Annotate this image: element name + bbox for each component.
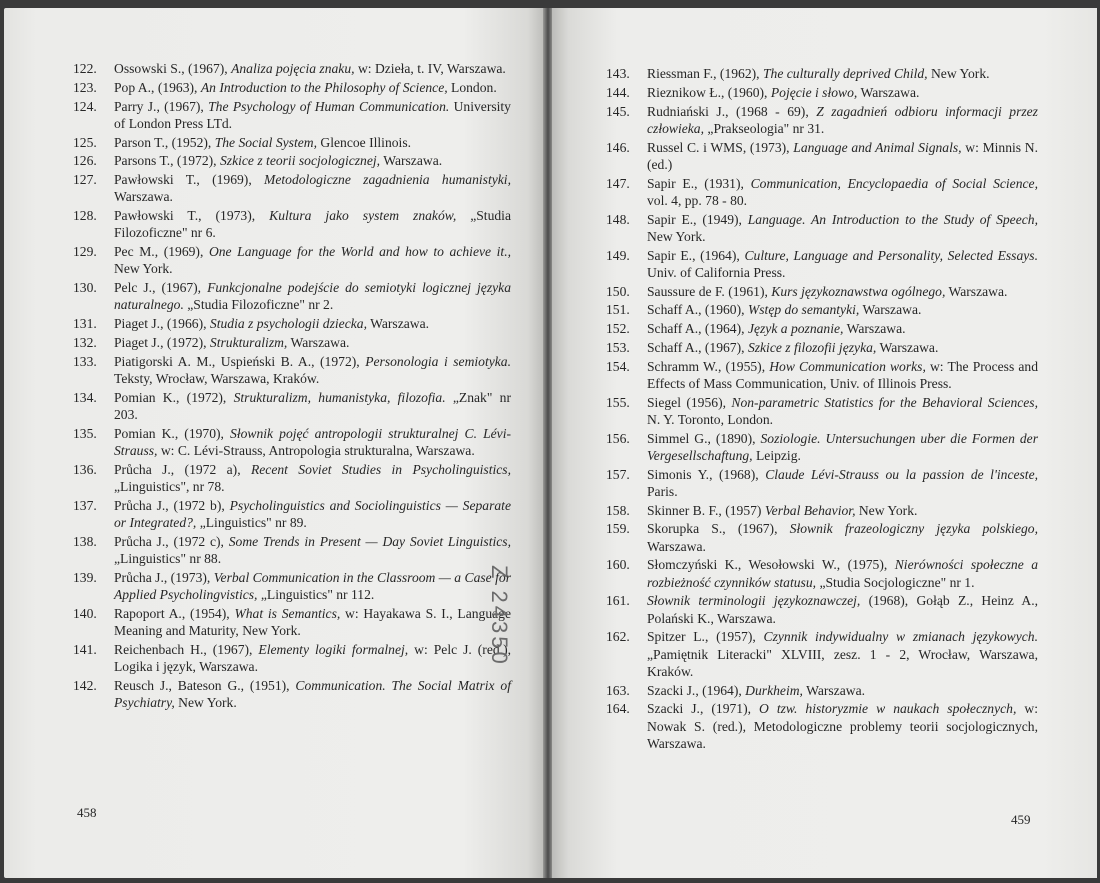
entry-title: Communication, Encyclopaedia of Social Science,	[750, 175, 1038, 191]
bibliography-entry	[73, 98, 511, 133]
entry-number: 125.	[73, 134, 97, 150]
bibliography-entry	[73, 605, 511, 640]
entry-author: Průcha J., (1972 c),	[114, 533, 229, 549]
bibliography-entry	[73, 171, 511, 206]
entry-number: 140.	[73, 605, 97, 621]
bibliography-entry	[606, 320, 1038, 337]
entry-title: Studia z psychologii dziecka,	[209, 316, 367, 331]
entry-details: „Linguistics" nr 88.	[114, 550, 222, 566]
entry-number: 158.	[606, 502, 630, 518]
entry-author: Pawłowski T., (1973),	[114, 208, 270, 223]
entry-author: Szacki J., (1971),	[647, 701, 760, 717]
entry-details: New York.	[174, 694, 237, 710]
entry-author: Sapir E., (1964),	[647, 247, 745, 263]
bibliography-entry	[73, 334, 511, 351]
entry-author: Skorupka S., (1967),	[647, 521, 790, 537]
bibliography-entry	[73, 497, 511, 532]
entry-title: Some Trends in Present — Day Soviet Linguistics,	[228, 533, 511, 549]
entry-title: Strukturalizm,	[209, 334, 288, 350]
entry-number: 122.	[73, 61, 97, 76]
library-stamp: Z 24350	[487, 565, 512, 667]
entry-details: New York.	[855, 502, 918, 518]
entry-title: Szkice z filozofii języka,	[747, 339, 877, 355]
entry-title: Claude Lévi-Strauss ou la passion de l'inceste,	[765, 466, 1039, 482]
bibliography-entry	[606, 502, 1038, 519]
entry-details: London.	[447, 79, 497, 95]
entry-number: 131.	[73, 316, 97, 331]
bibliography-entry	[73, 152, 511, 169]
entry-details: Warszawa.	[876, 339, 939, 355]
entry-author: Sapir E., (1931),	[647, 175, 751, 191]
bibliography-entry	[73, 461, 511, 496]
bibliography-entry	[606, 247, 1038, 282]
entry-title: Nierówności społeczne a rozbieżność czynników statusu,	[647, 557, 1039, 590]
bibliography-entry	[606, 430, 1038, 465]
bibliography-entry	[73, 533, 511, 568]
entry-details: w: Dzieła, t. IV, Warszawa.	[354, 61, 506, 76]
entry-number: 164.	[606, 701, 630, 717]
entry-number: 151.	[606, 302, 630, 318]
entry-number: 133.	[73, 353, 97, 369]
bibliography-list-left	[73, 60, 511, 713]
entry-title: Psycholinguistics and Sociolinguistics — Separate or Integrated?,	[114, 497, 511, 530]
entry-number: 139.	[73, 569, 97, 585]
entry-title: One Language for the World and how to achieve it.,	[208, 244, 511, 259]
entry-title: Kultura jako system znaków,	[269, 208, 457, 223]
entry-title: How Communication works,	[769, 358, 926, 374]
bibliography-entry	[73, 353, 511, 388]
entry-author: Schramm W., (1955),	[647, 358, 770, 374]
entry-author: Reusch J., Bateson G., (1951),	[114, 677, 296, 693]
entry-number: 154.	[606, 358, 630, 374]
entry-author: Parry J., (1967),	[114, 98, 209, 114]
entry-number: 153.	[606, 339, 630, 355]
entry-number: 124.	[73, 98, 97, 114]
entry-title: Pojęcie i słowo,	[770, 84, 858, 100]
entry-author: Szacki J., (1964),	[647, 682, 746, 698]
entry-title: Elementy logiki formalnej,	[258, 641, 409, 657]
entry-title: What is Semantics,	[234, 605, 341, 621]
bibliography-entry	[73, 677, 511, 712]
entry-author: Pop A., (1963),	[114, 79, 201, 95]
bibliography-entry	[606, 394, 1038, 429]
entry-number: 145.	[606, 103, 630, 119]
entry-title: Szkice z teorii socjologicznej,	[219, 153, 381, 169]
entry-title: Słownik frazeologiczny języka polskiego,	[789, 521, 1038, 537]
entry-title: Analiza pojęcia znaku,	[231, 61, 355, 76]
entry-author: Słomczyński K., Wesołowski W., (1975),	[647, 557, 895, 573]
entry-author: Průcha J., (1972 b),	[114, 497, 230, 513]
entry-author: Simonis Y., (1968),	[647, 466, 766, 482]
entry-title: Non-parametric Statistics for the Behavioral Sciences,	[731, 394, 1038, 410]
entry-title: Z zagadnień odbioru informacji przez człowieka,	[647, 103, 1038, 136]
entry-author: Pec M., (1969),	[114, 244, 209, 259]
entry-author: Průcha J., (1973),	[114, 569, 214, 585]
entry-title: Wstęp do semantyki,	[747, 302, 860, 318]
entry-author: Pawłowski T., (1969),	[114, 172, 265, 187]
entry-number: 162.	[606, 629, 630, 645]
entry-details: w: Hayakawa S. I., Language Meaning and Maturity, New York.	[114, 605, 512, 638]
bibliography-entry	[606, 65, 1038, 82]
entry-details: Warszawa.	[287, 334, 350, 350]
entry-number: 136.	[73, 461, 97, 477]
entry-details: Warszawa.	[114, 189, 173, 205]
entry-author: Pelc J., (1967),	[114, 280, 208, 295]
entry-details: Warszawa.	[843, 321, 906, 336]
entry-number: 147.	[606, 175, 630, 191]
entry-title: O tzw. historyzmie w naukach społecznych,	[759, 701, 1017, 717]
entry-details: „Znak" nr 203.	[114, 389, 511, 422]
entry-details: New York.	[927, 66, 990, 81]
entry-details: Glencoe Illinois.	[317, 134, 412, 150]
entry-number: 142.	[73, 677, 97, 693]
bibliography-list-right	[606, 65, 1038, 754]
entry-title: The Psychology of Human Communication.	[208, 98, 450, 114]
bibliography-entry	[606, 358, 1038, 393]
entry-number: 134.	[73, 389, 97, 405]
entry-author: Piatigorski A. M., Uspieński B. A., (1972),	[114, 353, 366, 369]
bibliography-entry	[606, 628, 1038, 680]
bibliography-entry	[73, 279, 511, 314]
entry-title: Verbal Communication in the Classroom — a Case for Applied Psycholingvistics,	[114, 569, 512, 602]
entry-author: Ossowski S., (1967),	[114, 61, 232, 76]
entry-details: w: C. Lévi-Strauss, Antropologia strukturalna, Warszawa.	[157, 442, 475, 458]
bibliography-entry	[606, 700, 1038, 752]
bibliography-entry	[606, 301, 1038, 318]
entry-author: Sapir E., (1949),	[647, 211, 748, 227]
entry-details: Warszawa.	[380, 153, 443, 169]
entry-details: w: Minnis N. (ed.)	[647, 139, 1039, 172]
entry-title: Recent Soviet Studies in Psycholinguistics,	[250, 461, 511, 477]
entry-title: An Introduction to the Philosophy of Science,	[200, 79, 448, 95]
entry-title: Język a poznanie,	[747, 321, 844, 336]
bibliography-entry	[606, 520, 1038, 555]
entry-details: w: Pelc J. (red.), Logika i język, Warszawa.	[114, 641, 511, 674]
entry-details: (1968), Gołąb Z., Heinz A., Polański K., Warszawa.	[647, 593, 1038, 626]
entry-title: Personologia i semiotyka.	[365, 353, 511, 369]
entry-details: „Linguistics" nr 112.	[257, 586, 375, 602]
bibliography-entry	[606, 84, 1038, 101]
entry-details: New York.	[114, 261, 173, 277]
entry-title: Czynnik indywidualny w zmianach językowych.	[763, 629, 1038, 645]
entry-author: Pomian K., (1972),	[114, 389, 234, 405]
bibliography-entry	[73, 243, 511, 278]
entry-title: Metodologiczne zagadnienia humanistyki,	[264, 172, 511, 187]
entry-title: Verbal Behavior,	[764, 502, 856, 518]
entry-title: Strukturalizm, humanistyka, filozofia.	[233, 389, 446, 405]
entry-details: Warszawa.	[366, 316, 430, 331]
entry-title: Culture, Language and Personality, Selected Essays.	[744, 247, 1038, 263]
entry-author: Rieznikow Ł., (1960),	[647, 84, 771, 100]
entry-author: Rapoport A., (1954),	[114, 605, 235, 621]
bibliography-entry	[73, 60, 511, 77]
bibliography-entry	[606, 682, 1038, 699]
entry-title: The culturally deprived Child,	[762, 66, 928, 81]
entry-title: Durkheim,	[745, 682, 803, 698]
entry-details: „Studia Filozoficzne" nr 6.	[114, 208, 511, 241]
entry-author: Saussure de F. (1961),	[647, 283, 772, 299]
entry-title: Soziologie. Untersuchungen uber die Formen der Vergesellschaftung,	[647, 430, 1038, 463]
bibliography-entry	[73, 207, 511, 242]
entry-number: 161.	[606, 593, 630, 609]
entry-number: 143.	[606, 66, 630, 81]
bibliography-entry	[73, 79, 511, 96]
entry-details: Univ. of California Press.	[647, 264, 786, 280]
entry-author: Rudniański J., (1968 - 69),	[647, 103, 817, 119]
entry-details: Warszawa.	[857, 84, 920, 100]
entry-details: Leipzig.	[752, 447, 801, 463]
entry-author: Skinner B. F., (1957)	[647, 502, 765, 518]
bibliography-entry	[606, 556, 1038, 591]
entry-title: Kurs językoznawstwa ogólnego,	[771, 283, 946, 299]
entry-title: The Social System,	[214, 134, 317, 150]
entry-number: 149.	[606, 247, 630, 263]
page-number-right: 459	[1011, 812, 1031, 827]
entry-author: Piaget J., (1972),	[114, 334, 210, 350]
entry-details: „Studia Filozoficzne" nr 2.	[183, 297, 334, 313]
entry-details: University of London Press LTd.	[114, 98, 511, 131]
entry-author: Pomian K., (1970),	[114, 425, 231, 441]
bibliography-entry	[606, 175, 1038, 210]
entry-details: vol. 4, pp. 78 - 80.	[647, 192, 748, 208]
entry-title: Słownik pojęć antropologii strukturalnej C. Lévi-Strauss,	[114, 425, 511, 458]
entry-author: Spitzer L., (1957),	[647, 629, 764, 645]
entry-details: Warszawa.	[859, 302, 922, 318]
bibliography-entry	[73, 134, 511, 151]
bibliography-entry	[606, 466, 1038, 501]
bibliography-entry	[606, 283, 1038, 300]
entry-number: 155.	[606, 394, 630, 410]
entry-author: Reichenbach H., (1967),	[114, 641, 259, 657]
entry-details: „Prakseologia" nr 31.	[704, 120, 825, 136]
entry-details: „Linguistics" nr 89.	[196, 514, 307, 530]
entry-author: Schaff A., (1960),	[647, 302, 748, 318]
entry-author: Průcha J., (1972 a),	[114, 461, 251, 477]
entry-details: N. Y. Toronto, London.	[647, 411, 774, 427]
entry-number: 129.	[73, 244, 97, 259]
entry-details: Teksty, Wrocław, Warszawa, Kraków.	[114, 370, 320, 386]
entry-number: 123.	[73, 79, 97, 95]
bibliography-entry	[606, 139, 1038, 174]
entry-author: Piaget J., (1966),	[114, 316, 210, 331]
bibliography-entry	[73, 569, 511, 604]
entry-number: 141.	[73, 641, 97, 657]
entry-number: 163.	[606, 682, 630, 698]
entry-details: „Studia Socjologiczne" nr 1.	[816, 574, 975, 590]
entry-author: Russel C. i WMS, (1973),	[647, 139, 794, 155]
entry-details: „Linguistics", nr 78.	[114, 478, 225, 494]
bibliography-entry	[606, 339, 1038, 356]
entry-author: Schaff A., (1964),	[647, 321, 748, 336]
entry-details: „Pamiętnik Literacki" XLVIII, zesz. 1 - 2, Wrocław, Warszawa, Kraków.	[647, 646, 1038, 679]
entry-details: Warszawa.	[945, 283, 1008, 299]
page-number-left: 458	[77, 805, 97, 820]
entry-author: Parson T., (1952),	[114, 134, 215, 150]
entry-number: 150.	[606, 283, 630, 299]
entry-title: Communication. The Social Matrix of Psychiatry,	[114, 677, 511, 710]
entry-title: Language and Animal Signals,	[793, 139, 962, 155]
entry-author: Riessman F., (1962),	[647, 66, 763, 81]
entry-title: Funkcjonalne podejście do semiotyki logicznej języka naturalnego.	[114, 280, 511, 313]
entry-title: Słownik terminologii językoznawczej,	[647, 593, 861, 609]
entry-details: w: The Process and Effects of Mass Communication, Univ. of Illinois Press.	[647, 358, 1038, 391]
bibliography-entry	[606, 103, 1038, 138]
entry-details: New York.	[647, 228, 706, 244]
entry-number: 160.	[606, 557, 630, 573]
entry-number: 137.	[73, 497, 97, 513]
entry-number: 138.	[73, 533, 97, 549]
bibliography-entry	[73, 425, 511, 460]
entry-title: Language. An Introduction to the Study of Speech,	[747, 211, 1038, 227]
entry-number: 146.	[606, 139, 630, 155]
entry-number: 135.	[73, 425, 97, 441]
entry-number: 159.	[606, 521, 630, 537]
entry-number: 156.	[606, 430, 630, 446]
bibliography-entry	[606, 592, 1038, 627]
entry-details: Warszawa.	[647, 538, 706, 554]
entry-details: Warszawa.	[802, 682, 865, 698]
entry-details: Paris.	[647, 483, 678, 499]
entry-number: 128.	[73, 208, 97, 223]
bibliography-entry	[73, 641, 511, 676]
entry-number: 126.	[73, 153, 97, 169]
bibliography-entry	[73, 389, 511, 424]
entry-number: 148.	[606, 211, 630, 227]
entry-number: 157.	[606, 466, 630, 482]
entry-author: Simmel G., (1890),	[647, 430, 761, 446]
bibliography-entry	[606, 211, 1038, 246]
entry-author: Schaff A., (1967),	[647, 339, 748, 355]
entry-details: w: Nowak S. (red.), Metodologiczne problemy teorii socjologicznych, Warszawa.	[647, 701, 1038, 751]
entry-number: 127.	[73, 172, 97, 187]
entry-author: Siegel (1956),	[647, 394, 732, 410]
entry-number: 132.	[73, 334, 97, 350]
entry-number: 130.	[73, 280, 97, 295]
bibliography-entry	[73, 315, 511, 332]
entry-number: 144.	[606, 84, 630, 100]
entry-number: 152.	[606, 321, 630, 336]
entry-author: Parsons T., (1972),	[114, 153, 220, 169]
